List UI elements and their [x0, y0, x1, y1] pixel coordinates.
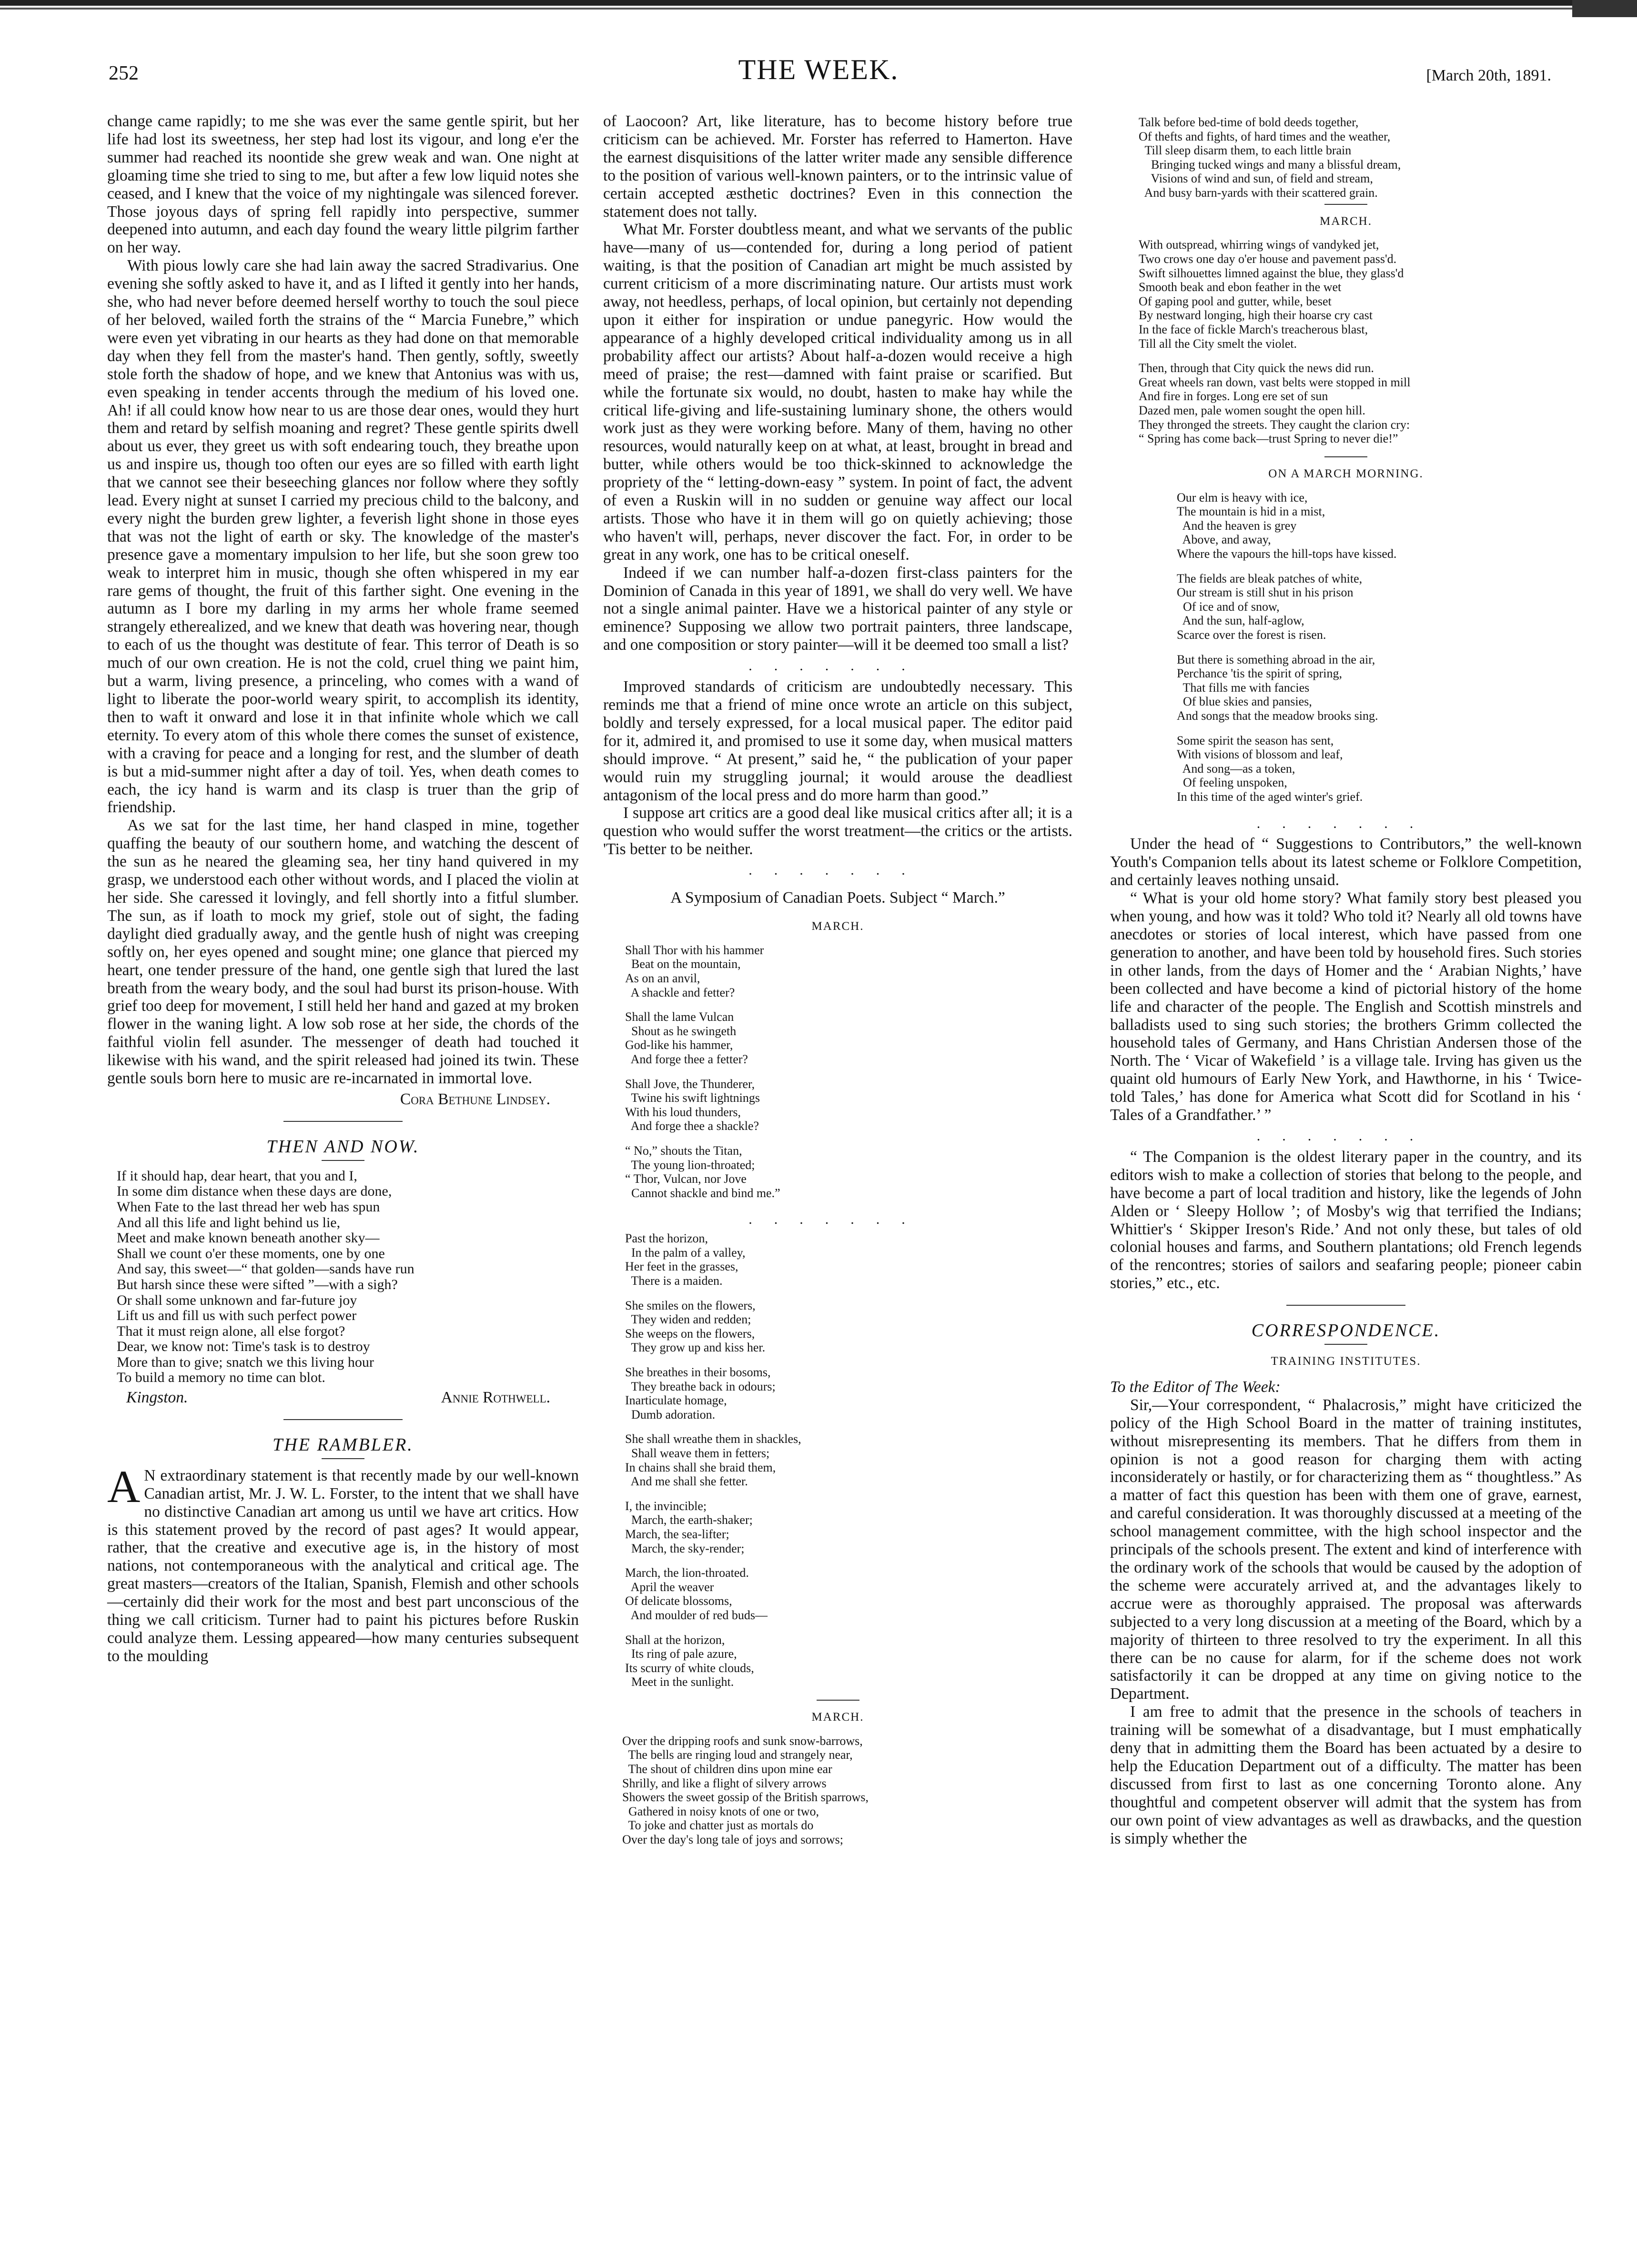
poem-stanza — [1139, 238, 1582, 351]
poem-line: The shout of children dins upon mine ear — [622, 1762, 832, 1776]
poem-line: They widen and redden; — [625, 1312, 751, 1327]
poem-line: Till all the City smelt the violet. — [1139, 336, 1297, 351]
poem-line: She breathes in their bosoms, — [625, 1365, 771, 1380]
poem-line: Smooth beak and ebon feather in the wet — [1139, 280, 1342, 294]
column-1 — [107, 112, 579, 1665]
poem-line: March, the earth-shaker; — [625, 1513, 753, 1527]
dot-separator: ....... — [1256, 815, 1435, 831]
poem-line: Past the horizon, — [625, 1231, 708, 1246]
poem-line: That fills me with fancies — [1177, 680, 1310, 695]
poem-line: Shall the lame Vulcan — [625, 1010, 734, 1024]
paragraph: I suppose art critics are a good deal like musical critics after all; it is a question who would suffer the worst treatment—the critics or the artists. 'Tis better to be neither. — [603, 804, 1072, 858]
rambler-heading: THE RAMBLER. — [273, 1434, 414, 1455]
poem-line: Inarticulate homage, — [625, 1393, 727, 1408]
march-poem-3 — [1110, 238, 1582, 445]
march-poem-1-continued — [603, 1231, 1072, 1689]
then-and-now-heading: THEN AND NOW. — [266, 1136, 420, 1157]
letter-body — [1110, 1396, 1582, 1848]
poem-line: Our elm is heavy with ice, — [1177, 490, 1308, 504]
paragraph: “ The Companion is the oldest literary paper in the country, and its editors wish to make a collection of stories that belong to the people, and have become a part of local tradition and history, like the legends of John Alden or ‘ Sleepy Hollow ’; of Mosby's wig that terrified the Indians; Whittier's ‘ Skipper Ireson's Ride.’ And not only these, but tales of old colonial houses and farms, and Southern plantations; old French legends of the rencontres; stories of sailors and seafaring people; pioneer cabin stories,” etc., etc. — [1110, 1148, 1582, 1292]
poem-line: When Fate to the last thread her web has spun — [117, 1199, 380, 1215]
poem-line: Twine his swift lightnings — [625, 1091, 760, 1105]
poem-line: Its scurry of white clouds, — [625, 1661, 754, 1675]
page-number: 252 — [109, 62, 139, 84]
poem-line: Meet and make known beneath another sky— — [117, 1230, 380, 1246]
salutation: To the Editor of The Week: — [1110, 1378, 1281, 1396]
dot-separator: ....... — [1256, 1128, 1435, 1144]
poem-line: Or shall some unknown and far-future joy — [117, 1292, 357, 1308]
poem-line: “ No,” shouts the Titan, — [625, 1144, 742, 1158]
heading-rule — [1324, 1344, 1367, 1345]
heading-rule — [322, 1458, 364, 1459]
poem-line: In this time of the aged winter's grief. — [1177, 789, 1363, 804]
poem-line: Some spirit the season has sent, — [1177, 733, 1334, 747]
poem-line: Talk before bed-time of bold deeds together, — [1139, 115, 1359, 129]
dot-separator: ....... — [748, 862, 927, 878]
paragraph: change came rapidly; to me she was ever the same gentle spirit, but her life had lost its sweetness, her step had lost its vigour, and long e'er the summer had reached its noontide she grew weak and wan. One night at gloaming time she tried to sing to me, but after a few low liquid notes she ceased, and I knew that the voice of my nightingale was silenced forever. Those joyous days of spring fell rapidly into perspective, summer deepened into autumn, and each day found the weary little pilgrim farther on her way. — [107, 112, 579, 257]
poem-line: Shrilly, and like a flight of silvery arrows — [622, 1776, 827, 1790]
poem-line: Shall we count o'er these moments, one by one — [117, 1245, 385, 1261]
paragraph: of Laocoon? Art, like literature, has to become history before true criticism can be achieved. Mr. Forster has referred to Hamerton. Have the earnest disquisitions of the latter writer made any sensible difference to the position of various well-known painters, or to the intrinsic value of certain accepted æsthetic doctrines? Even in this connection the statement does not tally. — [603, 112, 1072, 221]
poem-stanza — [625, 1633, 1072, 1689]
poem-line: A shackle and fetter? — [625, 985, 735, 999]
story-signature: Cora Bethune Lindsey. — [400, 1090, 550, 1108]
poem-line: Great wheels ran down, vast belts were stopped in mill — [1139, 375, 1411, 389]
poem-line: Shall weave them in fetters; — [625, 1446, 770, 1460]
poem-line: Over the dripping roofs and sunk snow-barrows, — [622, 1734, 863, 1748]
poem-stanza — [1177, 653, 1582, 723]
story-body — [107, 112, 579, 1088]
poem-line: And fire in forges. Long ere set of sun — [1139, 389, 1328, 403]
poem-line: Beat on the mountain, — [625, 957, 741, 971]
poem-line: Two crows one day o'er house and pavement pass'd. — [1139, 252, 1397, 266]
poem-line: Dumb adoration. — [625, 1407, 716, 1421]
section-divider — [1286, 1305, 1405, 1306]
poem-line: Swift silhouettes limned against the blue, they glass'd — [1139, 266, 1404, 280]
poem-line: Where the vapours the hill-tops have kissed. — [1177, 547, 1397, 561]
poem-line: More than to give; snatch we this living hour — [117, 1354, 374, 1370]
poem-line: And forge thee a fetter? — [625, 1052, 748, 1067]
poem-line: Her feet in the grasses, — [625, 1260, 738, 1274]
poem-line: She shall wreathe them in shackles, — [625, 1432, 801, 1446]
poem-line: Of thefts and fights, of hard times and the weather, — [1139, 129, 1391, 143]
poem-stanza — [625, 1077, 1072, 1133]
poem-line: And busy barn-yards with their scattered grain. — [1139, 185, 1378, 200]
poem-line: God-like his hammer, — [625, 1038, 733, 1052]
poem-line: As on an anvil, — [625, 971, 700, 986]
poem-line: Shall at the horizon, — [625, 1633, 725, 1647]
poem-line: Scarce over the forest is risen. — [1177, 628, 1326, 642]
poem-line: Perchance 'tis the spirit of spring, — [1177, 666, 1342, 681]
poem-line: And songs that the meadow brooks sing. — [1177, 709, 1378, 723]
poem-line: Showers the sweet gossip of the British sparrows, — [622, 1790, 869, 1804]
then-and-now-poem — [107, 1169, 579, 1386]
poem-divider — [817, 1700, 859, 1701]
poem-line: Shall Jove, the Thunderer, — [625, 1077, 755, 1091]
poem-stanza — [1177, 734, 1582, 804]
poem-stanza — [625, 1499, 1072, 1555]
poem-line: With outspread, whirring wings of vandyked jet, — [1139, 238, 1379, 252]
poem-stanza — [1177, 491, 1582, 561]
poem-line: In the palm of a valley, — [625, 1245, 746, 1260]
companion-paragraphs — [1110, 835, 1582, 1124]
poem-line: And the heaven is grey — [1177, 518, 1297, 533]
poem-line: Above, and away, — [1177, 533, 1271, 547]
poem-line: Of feeling unspoken, — [1177, 776, 1287, 790]
section-divider — [283, 1419, 403, 1420]
paragraph: As we sat for the last time, her hand clasped in mine, together quaffing the beauty of our southern home, and watching the descent of the sun as he neared the gleaming sea, her tiny hand quivered in my grasp, we understood each other without words, and I placed the violin at her side. She caressed it lovingly, and fell shortly into a fitful slumber. The sun, as if loath to mock my grief, stole out of sight, the fading daylight died gradually away, and the gentle hush of night was creeping softly on, her eyes opened and sought mine; one glance that pierced my heart, one tender pressure of the hand, one gentle sigh that lured the last breath from the weary body, and the soul had burst its prison-house. With grief too deep for movement, I still held her hand and gazed at my broken flower in the waning light. A low sob rose at her side, the chords of the faithful violin fell asunder. The messenger of death had touched it likewise with his wand, and the spirit released had joined its twin. These gentle souls born here to music are re-incarnated in immortal love. — [107, 816, 579, 1088]
poem-line: April the weaver — [625, 1580, 714, 1594]
poem-line: By nestward longing, high their hoarse cry cast — [1139, 308, 1373, 323]
march-poem-2 — [603, 1734, 1072, 1847]
poem-line: With his loud thunders, — [625, 1105, 741, 1119]
heading-rule — [322, 1160, 364, 1161]
poem-line: “ Spring has come back—trust Spring to never die!” — [1139, 432, 1398, 446]
poem-line: “ Thor, Vulcan, nor Jove — [625, 1172, 747, 1186]
poem-line: Cannot shackle and bind me.” — [625, 1186, 780, 1200]
poem-line: Shout as he swingeth — [625, 1024, 737, 1038]
section-divider — [283, 1121, 403, 1122]
poem-line: In the face of fickle March's treacherous blast, — [1139, 323, 1368, 337]
drop-cap: A — [107, 1461, 141, 1512]
poem-line: Visions of wind and sun, of field and stream, — [1139, 171, 1373, 186]
poem-line: Gathered in noisy knots of one or two, — [622, 1804, 819, 1818]
poem-line: And me shall she fetter. — [625, 1474, 748, 1489]
paragraph: I am free to admit that the presence in the schools of teachers in training will be somewhat of a disadvantage, but I must emphatically deny that in admitting them the Board has been actuated by a desire to help the Education Department out of a difficulty. The matter has been discussed from first to last as one concerning Toronto alone. Any thoughtful and competent observer will admit that the system has from our own point of view advantages as well as drawbacks, and the question is simply whether the — [1110, 1703, 1582, 1847]
poem-line: Till sleep disarm them, to each little brain — [1139, 143, 1352, 158]
poem-line: March, the lion-throated. — [625, 1566, 749, 1580]
poem-line: Of delicate blossoms, — [625, 1594, 732, 1608]
paragraph: Improved standards of criticism are undoubtedly necessary. This reminds me that a friend of mine once wrote an article on this subject, boldly and tersely expressed, for a local musical paper. The editor paid for it, admired it, and promised to use it some day, when musical matters should improve. “ At present,” said he, “ the publication of your paper would ruin my struggling journal; it would arouse the deadliest antagonism of the local press and do more harm than good.” — [603, 678, 1072, 804]
poem-line: There is a maiden. — [625, 1274, 723, 1288]
correspondence-subheading: TRAINING INSTITUTES. — [1271, 1355, 1421, 1368]
poem-line: Bringing tucked wings and many a blissful dream, — [1139, 157, 1401, 171]
poem-line: Of blue skies and pansies, — [1177, 695, 1312, 709]
poem-line: And moulder of red buds— — [625, 1608, 768, 1622]
poem-line: In some dim distance when these days are done, — [117, 1183, 392, 1200]
paragraph: Sir,—Your correspondent, “ Phalacrosis,” might have criticized the policy of the High School Board in the matter of training institutes, without misrepresenting its members. That he differs from them in opinion is not a good reason for charging them with acting inconsiderately or hastily, or for characterizing them as “ thoughtless.” As a matter of fact this question has been with them one of grave, earnest, and careful consideration. It was thoroughly discussed at a meeting of the school management committee, with the high school inspector and the principals of the schools present. The extent and kind of interference with the ordinary work of the schools that would be caused by the adoption of the scheme were accurately arrived at, and the advantages likely to accrue were as thoroughly appraised. The proposal was afterwards subjected to a very long discussion at a meeting of the Board, which by a majority of thirteen to three resolved to try the experiment. In all this there can be no cause for alarm, for if the scheme does not work satisfactorily it can be dropped at any time on giving notice to the Department. — [1110, 1396, 1582, 1703]
poem-title: MARCH. — [811, 1710, 864, 1724]
dot-separator: ....... — [748, 1211, 927, 1228]
poem-line: Dazed men, pale women sought the open hill. — [1139, 403, 1365, 417]
poem-line: In chains shall she braid them, — [625, 1460, 776, 1474]
poem-line: The mountain is hid in a mist, — [1177, 504, 1325, 519]
poem-line: And forge thee a shackle? — [625, 1119, 759, 1133]
poem-line: That it must reign alone, all else forgot? — [117, 1323, 345, 1339]
poem-divider — [1324, 456, 1367, 457]
march-poem-1 — [603, 943, 1072, 1200]
poem-line: Of ice and of snow, — [1177, 599, 1280, 614]
poem-title: ON A MARCH MORNING. — [1268, 467, 1424, 480]
poem-line: And song—as a token, — [1177, 761, 1295, 776]
paragraph: Under the head of “ Suggestions to Contributors,” the well-known Youth's Companion tells about its latest scheme or Folklore Competition, and certainly leaves nothing unsaid. — [1110, 835, 1582, 889]
rambler-paragraph — [107, 1461, 579, 1665]
then-and-now-signature: Annie Rothwell. — [441, 1389, 550, 1407]
poem-line: Then, through that City quick the news did run. — [1139, 361, 1374, 375]
companion-paragraphs-2 — [1110, 1148, 1582, 1292]
rambler-continued — [603, 112, 1072, 654]
poem-line: To build a memory no time can blot. — [117, 1370, 325, 1386]
rambler-continued-2 — [603, 678, 1072, 858]
paragraph: “ What is your old home story? What family story best pleased you when young, and how was it told? Who told it? Nearly all old towns have anecdotes or stories of local interest, which have passed from one generation to another, and have been told by household fires. Such stories in other lands, from the days of Homer and the ‘ Arabian Nights,’ have been collected and have become a kind of pictorial history of the home life and character of the people. The English and Scottish minstrels and balladists used to sing such stories; the brothers Grimm collected the household tales of Germany, and Hans Christian Andersen those of the North. The ‘ Vicar of Wakefield ’ is a village tale. Irving has given us the quaint old humours of Early New York, and Hawthorne, in his ‘ Twice-told Tales,’ has done for America what Scott did for Scotland in his ‘ Tales of a Grandfather.’ ” — [1110, 889, 1582, 1124]
poem-line: And all this life and light behind us lie, — [117, 1214, 341, 1230]
poem-line: March, the sea-lifter; — [625, 1527, 729, 1541]
poem-stanza — [1177, 572, 1582, 642]
poem-line: They breathe back in odours; — [625, 1379, 776, 1393]
poem-line: And the sun, half-aglow, — [1177, 614, 1304, 628]
poem-line: She smiles on the flowers, — [625, 1298, 756, 1312]
poem-line: They grow up and kiss her. — [625, 1341, 766, 1355]
poem-title: MARCH. — [1320, 214, 1372, 228]
poem-line: Shall Thor with his hammer — [625, 943, 764, 957]
poem-line: I, the invincible; — [625, 1499, 707, 1513]
poem-stanza — [625, 1231, 1072, 1288]
column-3 — [1110, 112, 1582, 1848]
then-and-now-place: Kingston. — [126, 1388, 188, 1406]
poem-line: With visions of blossom and leaf, — [1177, 747, 1343, 762]
dot-separator: ....... — [748, 658, 927, 674]
poem-line: Its ring of pale azure, — [625, 1647, 737, 1661]
paragraph: With pious lowly care she had lain away the sacred Stradivarius. One evening she softly asked to have it, and as I lifted it gently into her hands, she, who had never before deemed herself worthy to touch the soul piece of her beloved, wailed forth the strains of the “ Marcia Funebre,” which were even yet vibrating in our hearts as they had done on that memorable day when they fell from the master's hand. Then gently, softly, sweetly stole forth the shadow of hope, and we knew that Antonius was with us, even speaking in tender accents through the medium of his loved one. Ah! if all could know how near to us are those dear ones, would they hurt them and retard by selfish moaning and regret? These gentle spirits dwell about us ever, they greet us with soft endearing touch, they breathe upon us and inspire us, though too often our eyes are so filled with earth light that we cannot see their beseeching glances nor follow where they softly lead. Every night at sunset I carried my precious child to the balcony, and every night the burden grew lighter, a feverish light shone in those eyes that was not the light of earth or sky. The knowledge of the master's presence gave a momentary impulsion to her life, but she soon grew too weak to interpret him in music, though she often whispered in my ear rare gems of thought, the fruit of this farther sight. One evening in the autumn as I bore my darling in my arms her whole frame seemed strangely etherealized, and we knew that death was hovering near, though to each of us the thought was destitute of fear. This terror of Death is so much of our own creation. He is not the cold, cruel thing we paint him, but a warm, living presence, a princeling, who comes with a wand of light to liberate the poor-world weary spirit, to accomplish its identity, then to waft it onward and lose it in that infinite whole which we call eternity. To every atom of this whole there comes the sunset of existence, with a craving for peace and a longing for rest, and the slumber of death is but a mid-summer night after a day of toil. Yes, when death comes to each, the icy hand is warm and its clasp is truer than the grip of friendship. — [107, 257, 579, 816]
paragraph: Indeed if we can number half-a-dozen first-class painters for the Dominion of Canada in this year of 1891, we shall do very well. We have not a single animal painter. Have we a historical painter of any style or eminence? Supposing we allow two portrait painters, three landscape, and one composition or story painter—will it be deemed too small a list? — [603, 564, 1072, 654]
paragraph: What Mr. Forster doubtless meant, and what we servants of the public have—many of us—contended for, during a long period of patient waiting, is that the position of Canadian art might be much assisted by current criticism of a more discriminating nature. Our artists must work away, not heedless, perhaps, of local opinion, but certainly not depending upon it either for inspiration or undue panegyric. How would the appearance of a highly developed critical individuality among us in all probability affect our artists? About half-a-dozen would receive a high meed of praise; the rest—damned with faint praise or scarified. But while the fortunate six would, no doubt, hasten to make hay while the critical life-giving and life-sustaining luminary shone, the others would work just as they were working before. Many of them, having no other resources, would naturally keep on at what, at least, brought in bread and butter, while others would be too thick-skinned to acknowledge the propriety of the “ letting-down-easy ” system. In point of fact, the advent of even a Ruskin will in no sudden or genuine way affect our local artists. Those who have it in them will go on quietly achieving; those who haven't will, perhaps, never discover the fact. For, in order to be great in any work, one has to be critical oneself. — [603, 221, 1072, 564]
poem-line: Of gaping pool and gutter, while, beset — [1139, 294, 1332, 308]
poem-stanza — [625, 1566, 1072, 1622]
poem-line: But harsh since these were sifted ”—with a sigh? — [117, 1276, 398, 1292]
poem-line: And say, this sweet—“ that golden—sands have run — [117, 1261, 414, 1277]
poem-divider — [1324, 204, 1367, 205]
poem-line: The bells are ringing loud and strangely near, — [622, 1748, 853, 1762]
poem-line: They thronged the streets. They caught the clarion cry: — [1139, 417, 1410, 432]
poem-line: But there is something abroad in the air, — [1177, 652, 1375, 666]
march-poem-2-continued — [1110, 115, 1582, 200]
poem-line: To joke and chatter just as mortals do — [622, 1818, 814, 1833]
poem-line: The young lion-throated; — [625, 1158, 755, 1172]
poem-line: If it should hap, dear heart, that you and I, — [117, 1168, 357, 1184]
march-morning-poem — [1110, 491, 1582, 804]
poem-line: Over the day's long tale of joys and sorrows; — [622, 1832, 843, 1846]
masthead-title: THE WEEK. — [738, 54, 899, 85]
poem-line: She weeps on the flowers, — [625, 1326, 755, 1341]
poem-stanza — [625, 1010, 1072, 1066]
poem-line: Our stream is still shut in his prison — [1177, 585, 1354, 600]
poem-stanza — [625, 1299, 1072, 1355]
poem-line: Lift us and fill us with such perfect power — [117, 1308, 357, 1324]
poem-stanza — [625, 1365, 1072, 1421]
poem-line: Meet in the sunlight. — [625, 1675, 734, 1689]
poem-line: Dear, we know not: Time's task is to destroy — [117, 1339, 370, 1355]
column-2 — [603, 112, 1072, 1850]
poem-stanza — [625, 1144, 1072, 1200]
poem-stanza — [625, 1432, 1072, 1488]
poem-title: MARCH. — [811, 919, 864, 933]
poem-line: The fields are bleak patches of white, — [1177, 571, 1363, 585]
rambler-text: N extraordinary statement is that recently made by our well-known Canadian artist, Mr. J. W. L. Forster, to the intent that we shall have no distinctive Canadian art among us until we have art critics. How is this statement proved by the record of past ages? It would appear, rather, that the creative and executive age is, in the history of most nations, not contemporaneous with the analytical and critical age. The great masters—creators of the Italian, Spanish, Flemish and other schools—certainly did their work for the most and best part unconscious of the thing we call criticism. Turner had to paint his pictures before Ruskin could analyze them. Lessing appeared—how many centuries subsequent to the moulding — [107, 1466, 579, 1665]
poem-stanza — [1139, 361, 1582, 446]
issue-date: [March 20th, 1891. — [1426, 67, 1551, 84]
correspondence-heading: CORRESPONDENCE. — [1251, 1320, 1441, 1341]
symposium-heading: A Symposium of Canadian Poets. Subject “ March.” — [670, 889, 1005, 907]
top-border-band — [0, 0, 1637, 17]
poem-stanza — [625, 943, 1072, 999]
poem-line: March, the sky-render; — [625, 1541, 745, 1555]
